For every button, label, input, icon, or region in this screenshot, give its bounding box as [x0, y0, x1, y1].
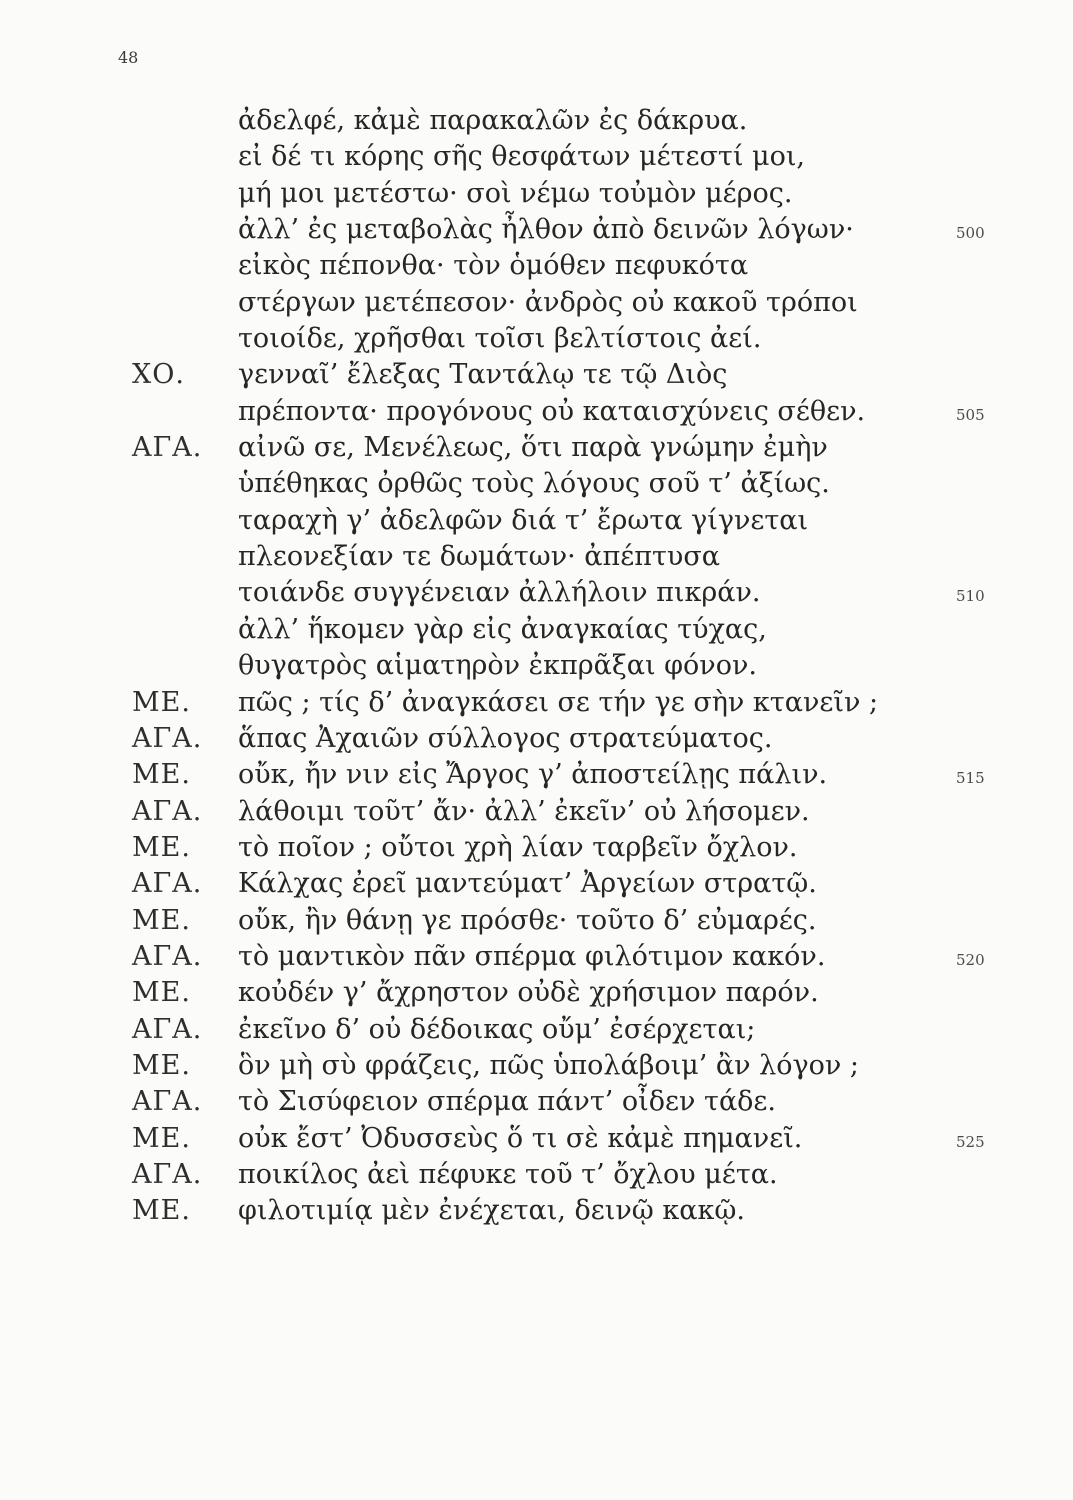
verse-line	[0, 357, 1073, 393]
speaker-label: ΜΕ.	[132, 1195, 191, 1227]
speaker-label: ΑΓΑ.	[132, 795, 203, 827]
verse-line	[0, 176, 1073, 212]
verse-line	[0, 757, 1073, 793]
speaker-label: ΧΟ.	[132, 359, 185, 391]
verse-line	[0, 285, 1073, 321]
verse-line	[0, 1121, 1073, 1157]
speaker-label: ΜΕ.	[132, 904, 191, 936]
verse-list	[0, 103, 1073, 1230]
verse-line	[0, 1084, 1073, 1120]
verse-line	[0, 903, 1073, 939]
line-number: 515	[956, 769, 985, 788]
verse-line	[0, 721, 1073, 757]
verse-line	[0, 103, 1073, 139]
verse-text: οὔκ, ἤν νιν εἰς Ἄργος γ’ ἀποστείλῃς πάλιν.	[238, 759, 828, 791]
verse-line	[0, 430, 1073, 466]
verse-line	[0, 794, 1073, 830]
verse-text: μή μοι μετέστω· σοὶ νέμω τοὐμὸν μέρος.	[238, 177, 793, 209]
verse-line	[0, 212, 1073, 248]
verse-line	[0, 866, 1073, 902]
verse-text: θυγατρὸς αἱματηρὸν ἐκπρᾶξαι φόνον.	[238, 650, 757, 682]
line-number: 510	[956, 587, 985, 606]
verse-line	[0, 248, 1073, 284]
verse-line	[0, 539, 1073, 575]
verse-text: ὑπέθηκας ὀρθῶς τοὺς λόγους σοῦ τ’ ἀξίως.	[238, 468, 830, 500]
verse-text: ὃν μὴ σὺ φράζεις, πῶς ὑπολάβοιμ’ ἂν λόγον ;	[238, 1049, 859, 1081]
verse-line	[0, 394, 1073, 430]
verse-text: στέργων μετέπεσον· ἀνδρὸς οὐ κακοῦ τρόποι	[238, 286, 858, 318]
verse-text: τοιοίδε, χρῆσθαι τοῖσι βελτίστοις ἀεί.	[238, 323, 762, 355]
verse-line	[0, 685, 1073, 721]
speaker-label: ΑΓΑ.	[132, 722, 203, 754]
verse-line	[0, 1157, 1073, 1193]
verse-text: κοὐδέν γ’ ἄχρηστον οὐδὲ χρήσιμον παρόν.	[238, 977, 819, 1009]
line-number: 505	[956, 405, 985, 424]
verse-text: πῶς ; τίς δ’ ἀναγκάσει σε τήν γε σὴν κτανεῖν ;	[238, 686, 879, 718]
verse-line	[0, 648, 1073, 684]
verse-text: ποικίλος ἀεὶ πέφυκε τοῦ τ’ ὄχλου μέτα.	[238, 1158, 778, 1190]
verse-text: πρέποντα· προγόνους οὐ καταισχύνεις σέθεν.	[238, 395, 866, 427]
verse-line	[0, 975, 1073, 1011]
speaker-label: ΑΓΑ.	[132, 940, 203, 972]
verse-text: τοιάνδε συγγένειαν ἀλλήλοιν πικράν.	[238, 577, 761, 609]
verse-text: ἐκεῖνο δ’ οὐ δέδοικας οὔμ’ ἐσέρχεται;	[238, 1013, 756, 1045]
verse-line	[0, 612, 1073, 648]
verse-line	[0, 939, 1073, 975]
line-number: 500	[956, 224, 985, 243]
verse-text: λάθοιμι τοῦτ’ ἄν· ἀλλ’ ἐκεῖν’ οὐ λήσομεν.	[238, 795, 810, 827]
verse-text: οὐκ ἔστ’ Ὀδυσσεὺς ὅ τι σὲ κἀμὲ πημανεῖ.	[238, 1122, 803, 1154]
verse-text: οὔκ, ἢν θάνῃ γε πρόσθε· τοῦτο δ’ εὐμαρές.	[238, 904, 817, 936]
verse-line	[0, 575, 1073, 611]
verse-text: πλεονεξίαν τε δωμάτων· ἀπέπτυσα	[238, 541, 721, 573]
verse-line	[0, 1193, 1073, 1229]
verse-text: γενναῖ’ ἔλεξας Ταντάλῳ τε τῷ Διὸς	[238, 359, 728, 391]
verse-text: εἰ δέ τι κόρης σῆς θεσφάτων μέτεστί μοι,	[238, 141, 806, 173]
verse-line	[0, 139, 1073, 175]
speaker-label: ΜΕ.	[132, 977, 191, 1009]
speaker-label: ΑΓΑ.	[132, 868, 203, 900]
line-number: 525	[956, 1132, 985, 1151]
speaker-label: ΜΕ.	[132, 686, 191, 718]
speaker-label: ΜΕ.	[132, 1049, 191, 1081]
verse-text: ἅπας Ἀχαιῶν σύλλογος στρατεύματος.	[238, 722, 773, 754]
verse-text: αἰνῶ σε, Μενέλεως, ὅτι παρὰ γνώμην ἐμὴν	[238, 432, 828, 464]
verse-text: ἀλλ’ ἐς μεταβολὰς ἦλθον ἀπὸ δεινῶν λόγων·	[238, 214, 854, 246]
verse-line	[0, 1012, 1073, 1048]
verse-text: φιλοτιμίᾳ μὲν ἐνέχεται, δεινῷ κακῷ.	[238, 1195, 745, 1227]
verse-text: τὸ μαντικὸν πᾶν σπέρμα φιλότιμον κακόν.	[238, 940, 826, 972]
speaker-label: ΜΕ.	[132, 831, 191, 863]
verse-text: Κάλχας ἐρεῖ μαντεύματ’ Ἀργείων στρατῷ.	[238, 868, 817, 900]
speaker-label: ΑΓΑ.	[132, 1086, 203, 1118]
verse-line	[0, 466, 1073, 502]
verse-text: ἀλλ’ ἥκομεν γὰρ εἰς ἀναγκαίας τύχας,	[238, 613, 767, 645]
verse-text: εἰκὸς πέπονθα· τὸν ὁμόθεν πεφυκότα	[238, 250, 749, 282]
line-number: 520	[956, 950, 985, 969]
verse-text: τὸ ποῖον ; οὔτοι χρὴ λίαν ταρβεῖν ὄχλον.	[238, 831, 798, 863]
verse-text: τὸ Σισύφειον σπέρμα πάντ’ οἶδεν τάδε.	[238, 1086, 776, 1118]
speaker-label: ΑΓΑ.	[132, 432, 203, 464]
verse-line	[0, 503, 1073, 539]
speaker-label: ΜΕ.	[132, 1122, 191, 1154]
verse-text: ἀδελφέ, κἀμὲ παρακαλῶν ἐς δάκρυα.	[238, 105, 748, 136]
page-number: 48	[118, 48, 139, 67]
verse-line	[0, 321, 1073, 357]
verse-line	[0, 1048, 1073, 1084]
verse-text: ταραχὴ γ’ ἀδελφῶν διά τ’ ἔρωτα γίγνεται	[238, 504, 809, 536]
speaker-label: ΜΕ.	[132, 759, 191, 791]
speaker-label: ΑΓΑ.	[132, 1158, 203, 1190]
speaker-label: ΑΓΑ.	[132, 1013, 203, 1045]
verse-line	[0, 830, 1073, 866]
